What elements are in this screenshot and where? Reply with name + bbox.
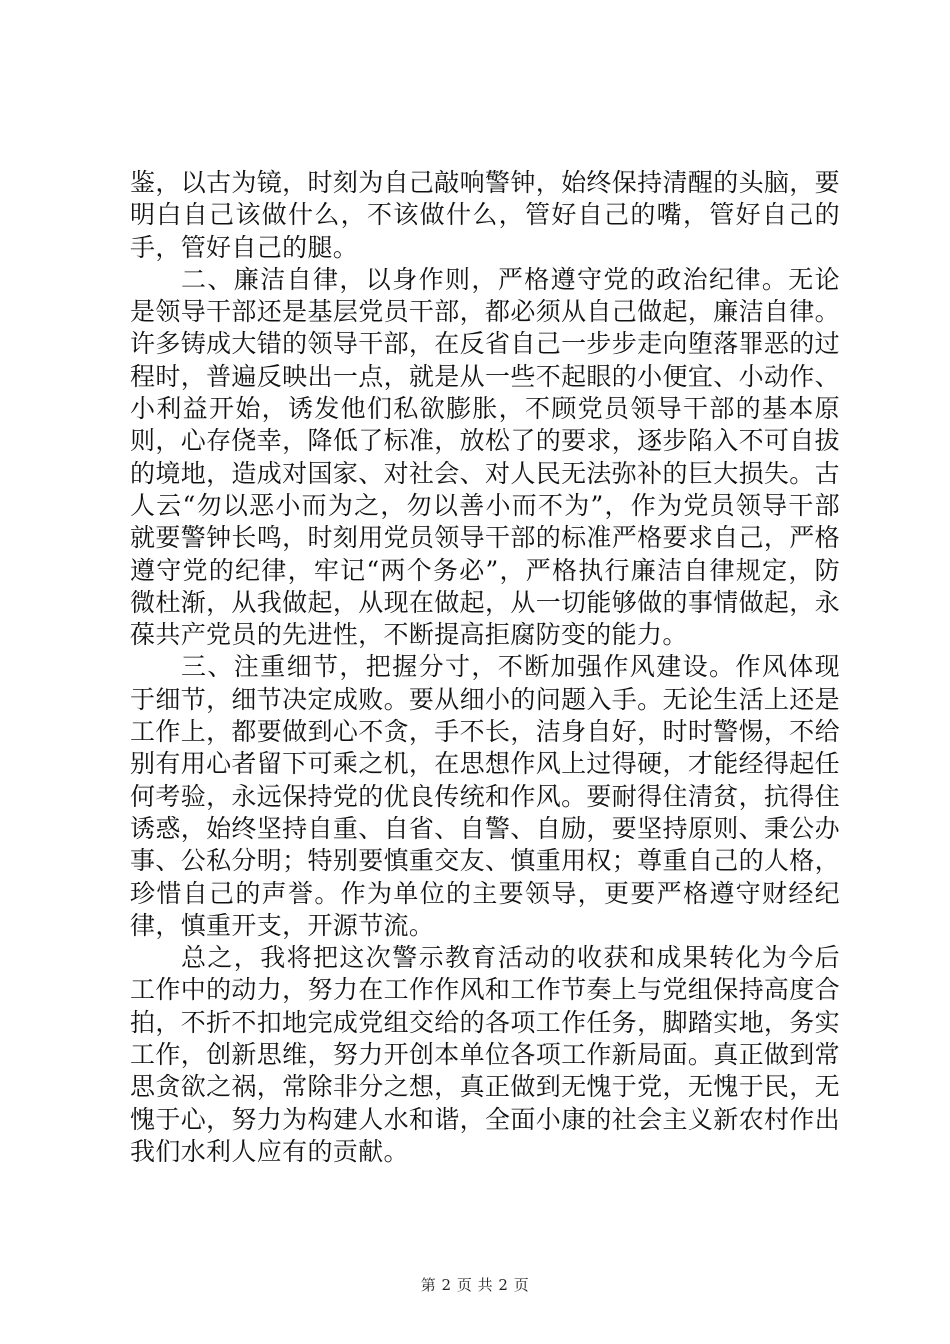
paragraph-attention-to-detail: 三、注重细节，把握分寸，不断加强作风建设。作风体现于细节，细节决定成败。要从细小的问题入手。无论生活上还是工作上，都要做到心不贪，手不长，洁身自好，时时警惕，不给别有用心者留下可乘之机，在思想作风上过得硬，才能经得起任何考验，永远保持党的优良传统和作风。要耐得住清贫，抗得住诱惑，始终坚持自重、自省、自警、自励，要坚持原则、秉公办事、公私分明；特别要慎重交友、慎重用权；尊重自己的人格，珍惜自己的声誉。作为单位的主要领导，更要严格遵守财经纪律，慎重开支，开源节流。 — [130, 652, 840, 940]
paragraph-conclusion: 总之，我将把这次警示教育活动的收获和成果转化为今后工作中的动力，努力在工作作风和工作节奏上与党组保持高度合拍，不折不扣地完成党组交给的各项工作任务，脚踏实地，务实工作，创新思维，努力开创本单位各项工作新局面。真正做到常思贪欲之祸，常除非分之想，真正做到无愧于党，无愧于民，无愧于心，努力为构建人水和谐，全面小康的社会主义新农村作出我们水利人应有的贡献。 — [130, 943, 840, 1166]
document-body — [130, 167, 840, 1168]
paragraph-continuation: 鉴，以古为镜，时刻为自己敲响警钟，始终保持清醒的头脑，要明白自己该做什么，不该做什么，管好自己的嘴，管好自己的手，管好自己的腿。 — [130, 168, 840, 262]
paragraph-integrity-self-discipline: 二、廉洁自律，以身作则，严格遵守党的政治纪律。无论是领导干部还是基层党员干部，都必须从自己做起，廉洁自律。许多铸成大错的领导干部，在反省自己一步步走向堕落罪恶的过程时，普遍反映出一点，就是从一些不起眼的小便宜、小动作、小利益开始，诱发他们私欲膨胀，不顾党员领导干部的基本原则，心存侥幸，降低了标准，放松了的要求，逐步陷入不可自拔的境地，造成对国家、对社会、对人民无法弥补的巨大损失。古人云“勿以恶小而为之，勿以善小而不为”，作为党员领导干部就要警钟长鸣，时刻用党员领导干部的标准严格要求自己，严格遵守党的纪律，牢记“两个务必”，严格执行廉洁自律规定，防微杜渐，从我做起，从现在做起，从一切能够做的事情做起，永葆共产党员的先进性，不断提高拒腐防变的能力。 — [130, 264, 840, 650]
page-number-footer: 第 2 页 共 2 页 — [420, 1276, 530, 1294]
